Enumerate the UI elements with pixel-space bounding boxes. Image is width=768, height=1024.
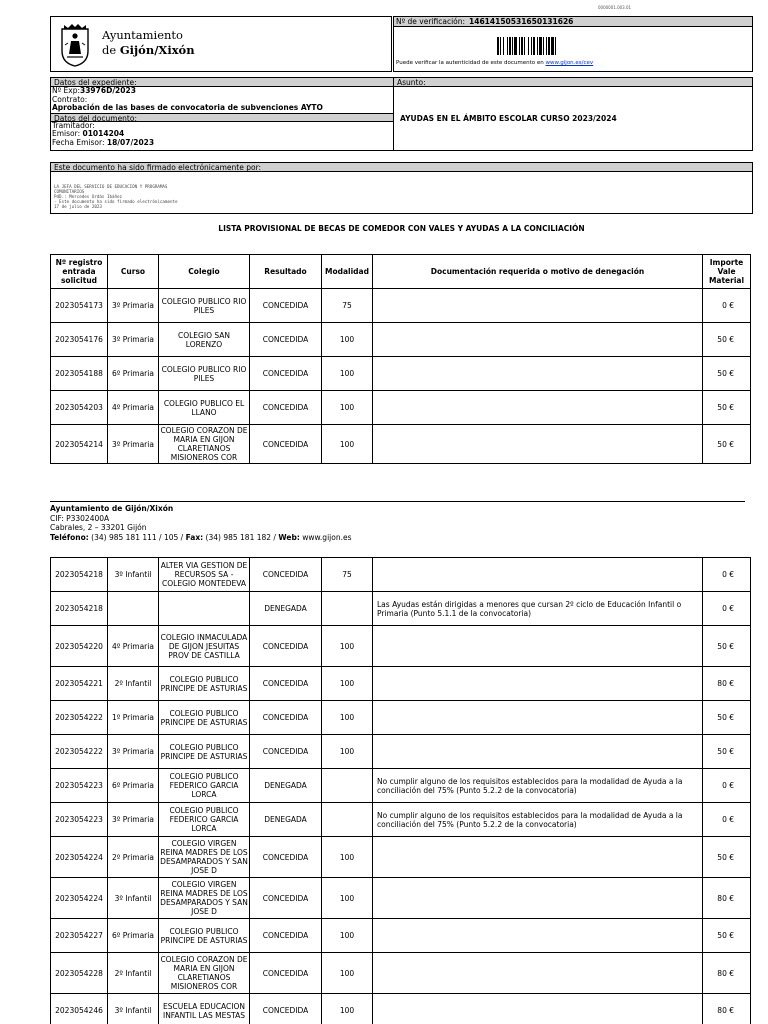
cell-colegio: COLEGIO SAN LORENZO (159, 323, 250, 357)
fecha-value: 18/07/2023 (106, 137, 155, 147)
col-header-registro: Nº registro entrada solicitud (51, 255, 108, 289)
cell-curso: 2º Infantil (108, 667, 159, 701)
cell-colegio: COLEGIO VIRGEN REINA MADRES DE LOS DESAMPARADOS Y SAN JOSE D (159, 878, 250, 919)
cell-importe: 50 € (703, 323, 751, 357)
cell-registro: 2023054227 (51, 919, 108, 953)
cell-curso: 3º Primaria (108, 425, 159, 464)
cell-resultado: CONCEDIDA (250, 323, 322, 357)
cell-modalidad: 75 (322, 558, 373, 592)
cell-documentacion: No cumplir alguno de los requisitos establecidos para la modalidad de Ayuda a la conciliación del 75% (Punto 5.2.2 de la convocatoria) (373, 769, 703, 803)
verify-link[interactable]: www.gijon.es/cev (545, 60, 594, 66)
cell-modalidad: 100 (322, 626, 373, 667)
contrato-label: Contrato: (52, 94, 88, 104)
cell-resultado: CONCEDIDA (250, 391, 322, 425)
cell-curso: 6º Primaria (108, 769, 159, 803)
col-header-curso: Curso (108, 255, 159, 289)
emisor-label: Emisor: (52, 129, 81, 138)
table-row (51, 391, 751, 425)
col-header-modalidad: Modalidad (322, 255, 373, 289)
cell-curso: 2º Infantil (108, 953, 159, 994)
cell-registro: 2023054222 (51, 735, 108, 769)
cell-importe: 0 € (703, 289, 751, 323)
cell-curso: 1º Primaria (108, 701, 159, 735)
table-row (51, 558, 751, 592)
cell-importe: 50 € (703, 701, 751, 735)
cell-resultado: CONCEDIDA (250, 626, 322, 667)
cell-resultado: DENEGADA (250, 592, 322, 626)
cell-importe: 0 € (703, 558, 751, 592)
cell-registro: 2023054222 (51, 701, 108, 735)
cell-documentacion (373, 701, 703, 735)
tramitador-label: Tramitador: (52, 120, 95, 130)
cell-importe: 50 € (703, 425, 751, 464)
table-row (51, 803, 751, 837)
cell-documentacion: Las Ayudas están dirigidas a menores que cursan 2º ciclo de Educación Infantil o Primaria (Punto 5.1.1 de la convocatoria) (373, 592, 703, 626)
cell-modalidad: 100 (322, 323, 373, 357)
cell-colegio: COLEGIO VIRGEN REINA MADRES DE LOS DESAMPARADOS Y SAN JOSE D (159, 837, 250, 878)
table-row (51, 425, 751, 464)
cell-registro: 2023054176 (51, 323, 108, 357)
cell-resultado: CONCEDIDA (250, 994, 322, 1024)
cell-modalidad: 100 (322, 701, 373, 735)
col-header-colegio: Colegio (159, 255, 250, 289)
org-name-prefix: de (102, 43, 117, 57)
org-name-line1: Ayuntamiento (102, 28, 183, 42)
cell-colegio: COLEGIO PUBLICO RIO PILES (159, 357, 250, 391)
table-body-page2 (51, 558, 751, 1024)
cell-colegio: COLEGIO PUBLICO PRINCIPE DE ASTURIAS (159, 919, 250, 953)
document-code: 0000001.003.01 (598, 5, 632, 10)
table-row (51, 667, 751, 701)
cell-importe: 0 € (703, 592, 751, 626)
footer-cif: CIF: P3302400A (50, 513, 110, 523)
cell-curso: 3º Primaria (108, 803, 159, 837)
table-row (51, 919, 751, 953)
table-row (51, 994, 751, 1024)
cell-modalidad: 100 (322, 391, 373, 425)
cell-resultado: CONCEDIDA (250, 357, 322, 391)
cell-registro: 2023054218 (51, 558, 108, 592)
footer-web-value: www.gijon.es (299, 532, 352, 542)
cell-documentacion (373, 323, 703, 357)
cell-importe: 50 € (703, 735, 751, 769)
cell-registro: 2023054224 (51, 837, 108, 878)
cell-importe: 80 € (703, 953, 751, 994)
cell-documentacion (373, 425, 703, 464)
table-body-page1 (51, 289, 751, 464)
cell-curso: 4º Primaria (108, 626, 159, 667)
footer-org: Ayuntamiento de Gijón/Xixón (50, 504, 174, 513)
cell-documentacion (373, 391, 703, 425)
footer-fax-label: Fax: (185, 532, 204, 542)
cell-colegio: ALTER VIA GESTION DE RECURSOS SA - COLEGIO MONTEDEVA (159, 558, 250, 592)
asunto-value: AYUDAS EN EL ÁMBITO ESCOLAR CURSO 2023/2024 (400, 114, 617, 123)
verification-number: 14614150531650131626 (469, 17, 574, 26)
cell-resultado: CONCEDIDA (250, 735, 322, 769)
fecha-label: Fecha Emisor: (52, 137, 105, 147)
cell-modalidad: 100 (322, 667, 373, 701)
verification-label: Nº de verificación: (396, 17, 466, 26)
expediente-box (50, 77, 753, 151)
table-row (51, 323, 751, 357)
cell-curso: 6º Primaria (108, 357, 159, 391)
cell-colegio: COLEGIO PUBLICO FEDERICO GARCIA LORCA (159, 769, 250, 803)
table-row (51, 735, 751, 769)
cell-curso: 3º Primaria (108, 735, 159, 769)
cell-resultado: CONCEDIDA (250, 919, 322, 953)
signature-box (50, 162, 753, 214)
cell-modalidad: 100 (322, 919, 373, 953)
cell-resultado: CONCEDIDA (250, 558, 322, 592)
cell-colegio: COLEGIO PUBLICO FEDERICO GARCIA LORCA (159, 803, 250, 837)
header-logo-box (50, 16, 392, 72)
cell-modalidad (322, 803, 373, 837)
cell-resultado: CONCEDIDA (250, 953, 322, 994)
cell-modalidad: 100 (322, 357, 373, 391)
table-row (51, 592, 751, 626)
cell-modalidad: 100 (322, 994, 373, 1024)
cell-documentacion: No cumplir alguno de los requisitos establecidos para la modalidad de Ayuda a la conciliación del 75% (Punto 5.2.2 de la convocatoria) (373, 803, 703, 837)
expediente-description: Aprobación de las bases de convocatoria de subvenciones AYTO (52, 103, 323, 112)
cell-curso: 3º Infantil (108, 558, 159, 592)
list-title: LISTA PROVISIONAL DE BECAS DE COMEDOR CON VALES Y AYUDAS A LA CONCILIACIÓN (218, 224, 585, 233)
cell-modalidad: 100 (322, 425, 373, 464)
table-row (51, 769, 751, 803)
cell-importe: 50 € (703, 919, 751, 953)
cell-resultado: CONCEDIDA (250, 837, 322, 878)
results-table-page2 (50, 557, 751, 1024)
exp-value: 33976D/2023 (80, 86, 136, 95)
cell-resultado: CONCEDIDA (250, 878, 322, 919)
cell-colegio: COLEGIO PUBLICO RIO PILES (159, 289, 250, 323)
verification-box (393, 16, 753, 72)
signature-label: Este documento ha sido firmado electrónicamente por: (51, 163, 752, 172)
cell-importe: 50 € (703, 391, 751, 425)
table-row (51, 626, 751, 667)
footer-web-label: Web: (278, 532, 300, 542)
cell-modalidad: 100 (322, 837, 373, 878)
cell-importe: 0 € (703, 803, 751, 837)
cell-modalidad (322, 769, 373, 803)
cell-colegio (159, 592, 250, 626)
documento-section-label: Datos del documento: (51, 113, 393, 122)
cell-documentacion (373, 626, 703, 667)
table-header-row (51, 255, 751, 289)
col-header-resultado: Resultado (250, 255, 322, 289)
cell-resultado: DENEGADA (250, 769, 322, 803)
cell-registro: 2023054224 (51, 878, 108, 919)
cell-documentacion (373, 878, 703, 919)
cell-documentacion (373, 357, 703, 391)
col-header-documentacion: Documentación requerida o motivo de denegación (373, 255, 703, 289)
cell-registro: 2023054203 (51, 391, 108, 425)
cell-modalidad (322, 592, 373, 626)
table-row (51, 837, 751, 878)
cell-documentacion (373, 953, 703, 994)
cell-registro: 2023054223 (51, 769, 108, 803)
cell-documentacion (373, 994, 703, 1024)
cell-colegio: ESCUELA EDUCACION INFANTIL LAS MESTAS (159, 994, 250, 1024)
cell-curso: 3º Primaria (108, 289, 159, 323)
cell-colegio: COLEGIO PUBLICO PRINCIPE DE ASTURIAS (159, 667, 250, 701)
cell-colegio: COLEGIO CORAZON DE MARIA EN GIJON CLARETIANOS MISIONEROS COR (160, 426, 248, 462)
cell-importe: 80 € (703, 994, 751, 1024)
cell-modalidad: 75 (322, 289, 373, 323)
cell-importe: 50 € (703, 837, 751, 878)
cell-resultado: CONCEDIDA (250, 425, 322, 464)
cell-documentacion (373, 837, 703, 878)
expediente-section-label: Datos del expediente: (51, 78, 393, 87)
cell-curso (108, 592, 159, 626)
cell-importe: 50 € (703, 626, 751, 667)
cell-documentacion (373, 735, 703, 769)
cell-documentacion (373, 289, 703, 323)
cell-modalidad: 100 (322, 735, 373, 769)
cell-registro: 2023054218 (51, 592, 108, 626)
cell-documentacion (373, 558, 703, 592)
cell-curso: 2º Primaria (108, 837, 159, 878)
results-table-page1 (50, 254, 751, 464)
cell-registro: 2023054220 (51, 626, 108, 667)
cell-curso: 6º Primaria (108, 919, 159, 953)
cell-curso: 3º Infantil (108, 994, 159, 1024)
table-row (51, 953, 751, 994)
cell-colegio: COLEGIO INMACULADA DE GIJON JESUITAS PROV DE CASTILLA (159, 626, 250, 667)
cell-importe: 80 € (703, 878, 751, 919)
cell-registro: 2023054228 (51, 953, 108, 994)
table-row (51, 289, 751, 323)
city-crest-icon (59, 21, 91, 67)
cell-registro: 2023054173 (51, 289, 108, 323)
table-row (51, 878, 751, 919)
verify-note: Puede verificar la autenticidad de este documento en (396, 60, 544, 66)
footer-fax-value: (34) 985 181 182 / (203, 532, 279, 542)
barcode-image (497, 37, 599, 55)
table-row (51, 701, 751, 735)
cell-registro: 2023054223 (51, 803, 108, 837)
cell-colegio: COLEGIO PUBLICO PRINCIPE DE ASTURIAS (159, 701, 250, 735)
cell-modalidad: 100 (322, 878, 373, 919)
table-row (51, 357, 751, 391)
exp-label: Nº Exp: (52, 86, 80, 95)
footer-tel-label: Teléfono: (50, 532, 89, 542)
asunto-label: Asunto: (394, 78, 752, 87)
cell-modalidad: 100 (322, 953, 373, 994)
cell-importe: 0 € (703, 769, 751, 803)
footer-address: Cabrales, 2 – 33201 Gijón (50, 523, 147, 532)
cell-curso: 3º Primaria (108, 323, 159, 357)
cell-registro: 2023054221 (51, 667, 108, 701)
cell-resultado: CONCEDIDA (250, 667, 322, 701)
cell-curso: 3º Infantil (108, 878, 159, 919)
col-header-importe: Importe Vale Material (703, 255, 751, 289)
org-name-city: Gijón/Xixón (119, 43, 195, 57)
cell-registro: 2023054214 (51, 425, 108, 464)
cell-colegio: COLEGIO PUBLICO PRINCIPE DE ASTURIAS (159, 735, 250, 769)
page-footer (50, 501, 745, 542)
cell-registro: 2023054246 (51, 994, 108, 1024)
cell-resultado: CONCEDIDA (250, 701, 322, 735)
cell-importe: 80 € (703, 667, 751, 701)
cell-documentacion (373, 919, 703, 953)
cell-resultado: CONCEDIDA (250, 289, 322, 323)
cell-colegio: COLEGIO CORAZON DE MARIA EN GIJON CLARETIANOS MISIONEROS COR (159, 953, 250, 994)
cell-colegio: COLEGIO PUBLICO EL LLANO (159, 391, 250, 425)
cell-resultado: DENEGADA (250, 803, 322, 837)
cell-registro: 2023054188 (51, 357, 108, 391)
cell-documentacion (373, 667, 703, 701)
cell-curso: 4º Primaria (108, 391, 159, 425)
cell-importe: 50 € (703, 357, 751, 391)
signature-text: LA JEFA DEL SERVICIO DE EDUCACIÓN Y PROGRAMAS COMUNITARIOS PdD.: Mercedes Ordás Ibáñez - Este documento ha sido firmado electrónicamente 17 de julio de 2023 (54, 184, 178, 209)
footer-tel-value: (34) 985 181 111 / 105 / (88, 532, 186, 542)
emisor-value: 01014204 (82, 129, 125, 138)
